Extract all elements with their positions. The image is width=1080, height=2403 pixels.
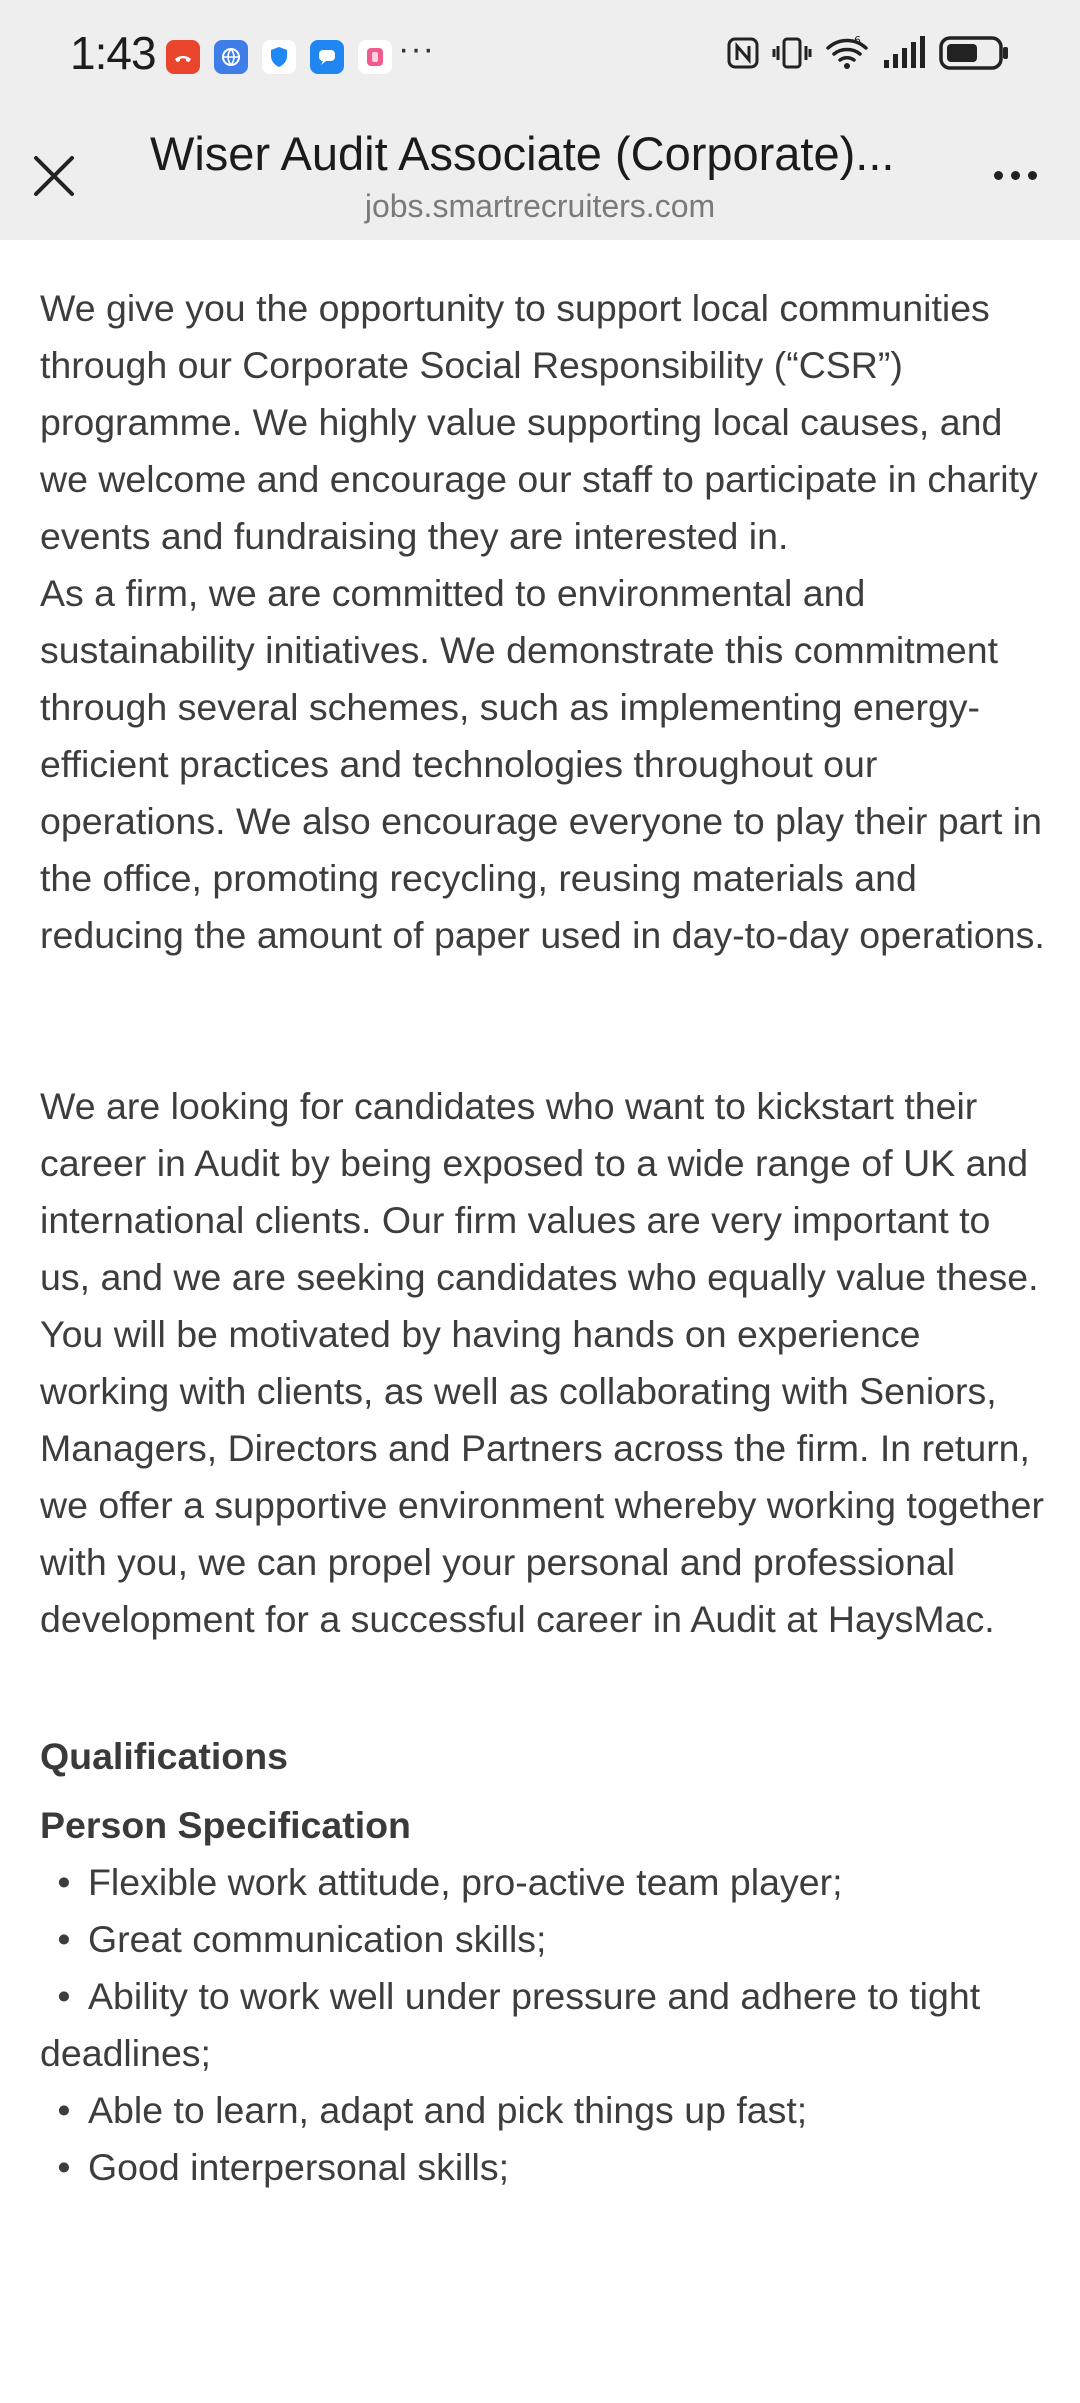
menu-dot <box>1028 171 1037 180</box>
bullet: • <box>57 2089 71 2131</box>
phone-missed-icon <box>166 40 200 74</box>
paragraph-environment: As a firm, we are committed to environmental and sustainability initiatives. We demonstrate this commitment through several schemes, such as implementing energy-efficient practices and technologies throughout our operations. We also encourage everyone to play their part in the office, promoting recycling, reusing materials and reducing the amount of paper used in day-to-day operations. <box>40 572 1045 956</box>
vibrate-icon <box>772 36 812 70</box>
more-options-button[interactable] <box>980 150 1050 200</box>
top-bar <box>0 0 1080 240</box>
bullet: • <box>57 1861 71 1903</box>
list-item: • Flexible work attitude, pro-active team player; <box>40 1854 1050 1911</box>
menu-dot <box>994 171 1003 180</box>
more-notifications: ··· <box>398 30 435 68</box>
paragraph-csr: We give you the opportunity to support local communities through our Corporate Social Responsibility (“CSR”) programme. We highly value supporting local causes, and we welcome and encourage our staff to participate in charity events and fundraising they are interested in. <box>40 287 1038 557</box>
bullet: • <box>57 2146 71 2188</box>
shield-icon <box>262 40 296 74</box>
bullet: • <box>57 1918 71 1960</box>
page-title: Wiser Audit Associate (Corporate)... <box>150 127 895 180</box>
wifi-icon <box>824 35 870 71</box>
signal-icon <box>882 36 926 70</box>
list-item: • Able to learn, adapt and pick things up fast; <box>40 2082 1050 2139</box>
list-item: • Good interpersonal skills; <box>40 2139 1050 2196</box>
specification-list <box>40 1854 1050 2196</box>
svg-text:6: 6 <box>854 35 861 47</box>
browser-navbar <box>0 110 1080 240</box>
job-description <box>40 280 1050 2196</box>
status-time: 1:43 <box>70 27 156 79</box>
close-icon <box>32 154 76 198</box>
battery-icon <box>938 34 1010 72</box>
page-url: jobs.smartrecruiters.com <box>364 188 716 224</box>
heading-person-specification: Person Specification <box>40 1804 411 1846</box>
list-item: • Ability to work well under pressure and adhere to tight deadlines; <box>40 1968 1050 2082</box>
list-item: • Great communication skills; <box>40 1911 1050 1968</box>
notification-icons <box>166 40 392 74</box>
chat-icon <box>310 40 344 74</box>
paragraph-candidates: We are looking for candidates who want to kickstart their career in Audit by being exposed to a wide range of UK and international clients. Our firm values are very important to us, and we are seeking candidates who equally value these. You will be motivated by having hands on experience working with clients, as well as collaborating with Seniors, Managers, Directors and Partners across the firm. In return, we offer a supportive environment whereby working together with you, we can propel your personal and professional development for a successful career in Audit at HaysMac. <box>40 1085 1045 1640</box>
system-icons <box>726 34 1010 72</box>
app-icon <box>358 40 392 74</box>
close-button[interactable] <box>22 144 86 208</box>
menu-dot <box>1011 171 1020 180</box>
browser-icon <box>214 40 248 74</box>
bullet: • <box>57 1975 71 2017</box>
heading-qualifications: Qualifications <box>40 1735 288 1777</box>
nfc-icon <box>726 36 760 70</box>
status-bar <box>0 0 1080 110</box>
